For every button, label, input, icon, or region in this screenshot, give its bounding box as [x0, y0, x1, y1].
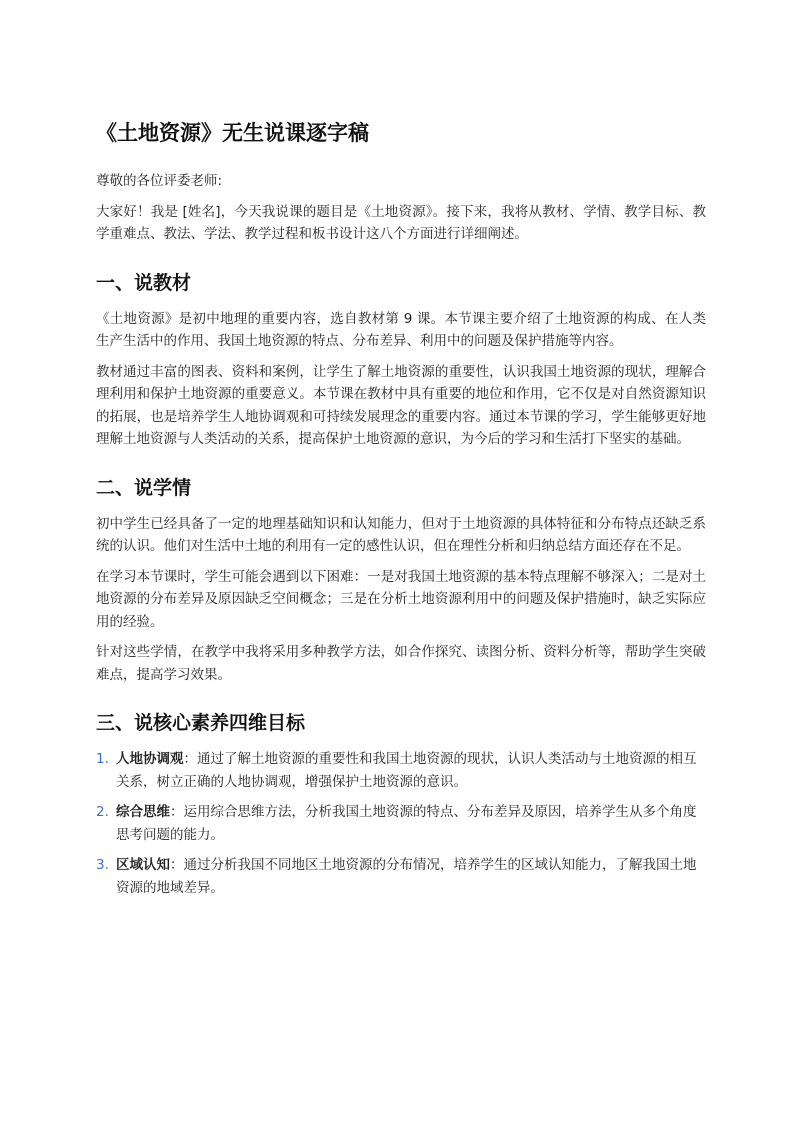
greeting: 尊敬的各位评委老师:	[96, 173, 223, 189]
students-paragraph-3: 针对这些学情，在教学中我将采用多种教学方法，如合作探究、读图分析、资料分析等，帮助学生突破难点，提高学习效果。	[96, 644, 706, 683]
list-item-text: ：通过了解土地资源的重要性和我国土地资源的现状，认识人类活动与土地资源的相互关系，树立正确的人地协调观，增强保护土地资源的意识。	[116, 751, 697, 790]
section-heading-textbook: 一、说教材	[96, 271, 192, 294]
textbook-paragraph-1: 《土地资源》是初中地理的重要内容，选自教材第 9 课。本节课主要介绍了土地资源的构成、在人类生产生活中的作用、我国土地资源的特点、分布差异、利用中的问题及保护措施等内容。	[96, 310, 706, 349]
list-item-term: 区域认知	[116, 857, 170, 873]
list-number: 3.	[96, 857, 109, 873]
list-item-term: 人地协调观	[116, 751, 184, 767]
document-page	[96, 118, 706, 907]
students-paragraph-2: 在学习本节课时，学生可能会遇到以下困难：一是对我国土地资源的基本特点理解不够深入；二是对土地资源的分布差异及原因缺乏空间概念；三是在分析土地资源利用中的问题及保护措施时，缺乏实际应用的经验。	[96, 568, 706, 630]
list-item	[96, 854, 706, 899]
list-number: 2.	[96, 804, 109, 820]
section-heading-students: 二、说学情	[96, 476, 192, 499]
list-item	[96, 748, 706, 793]
students-paragraph-1: 初中学生已经具备了一定的地理基础知识和认知能力，但对于土地资源的具体特征和分布特点还缺乏系统的认识。他们对生活中土地的利用有一定的感性认识，但在理性分析和归纳总结方面还存在不足。	[96, 515, 706, 554]
objectives-list	[96, 748, 706, 899]
list-item-text: ：通过分析我国不同地区土地资源的分布情况，培养学生的区域认知能力，了解我国土地资源的地域差异。	[116, 857, 697, 896]
list-number: 1.	[96, 751, 109, 767]
list-item-term: 综合思维	[116, 804, 170, 820]
intro-paragraph: 大家好！我是 [姓名]，今天我说课的题目是《土地资源》。接下来，我将从教材、学情、教学目标、教学重难点、教法、学法、教学过程和板书设计这八个方面进行详细阐述。	[96, 203, 706, 242]
list-item	[96, 801, 706, 846]
document-title: 《土地资源》无生说课逐字稿	[96, 121, 369, 145]
section-heading-objectives: 三、说核心素养四维目标	[96, 712, 306, 734]
textbook-paragraph-2: 教材通过丰富的图表、资料和案例，让学生了解土地资源的重要性，认识我国土地资源的现状，理解合理利用和保护土地资源的重要意义。本节课在教材中具有重要的地位和作用，它不仅是对自然资源知识的拓展，也是培养学生人地协调观和可持续发展理念的重要内容。通过本节课的学习，学生能够更好地理解土地资源与人类活动的关系，提高保护土地资源的意识，为今后的学习和生活打下坚实的基础。	[96, 363, 706, 447]
list-item-text: ：运用综合思维方法，分析我国土地资源的特点、分布差异及原因，培养学生从多个角度思考问题的能力。	[116, 804, 697, 843]
